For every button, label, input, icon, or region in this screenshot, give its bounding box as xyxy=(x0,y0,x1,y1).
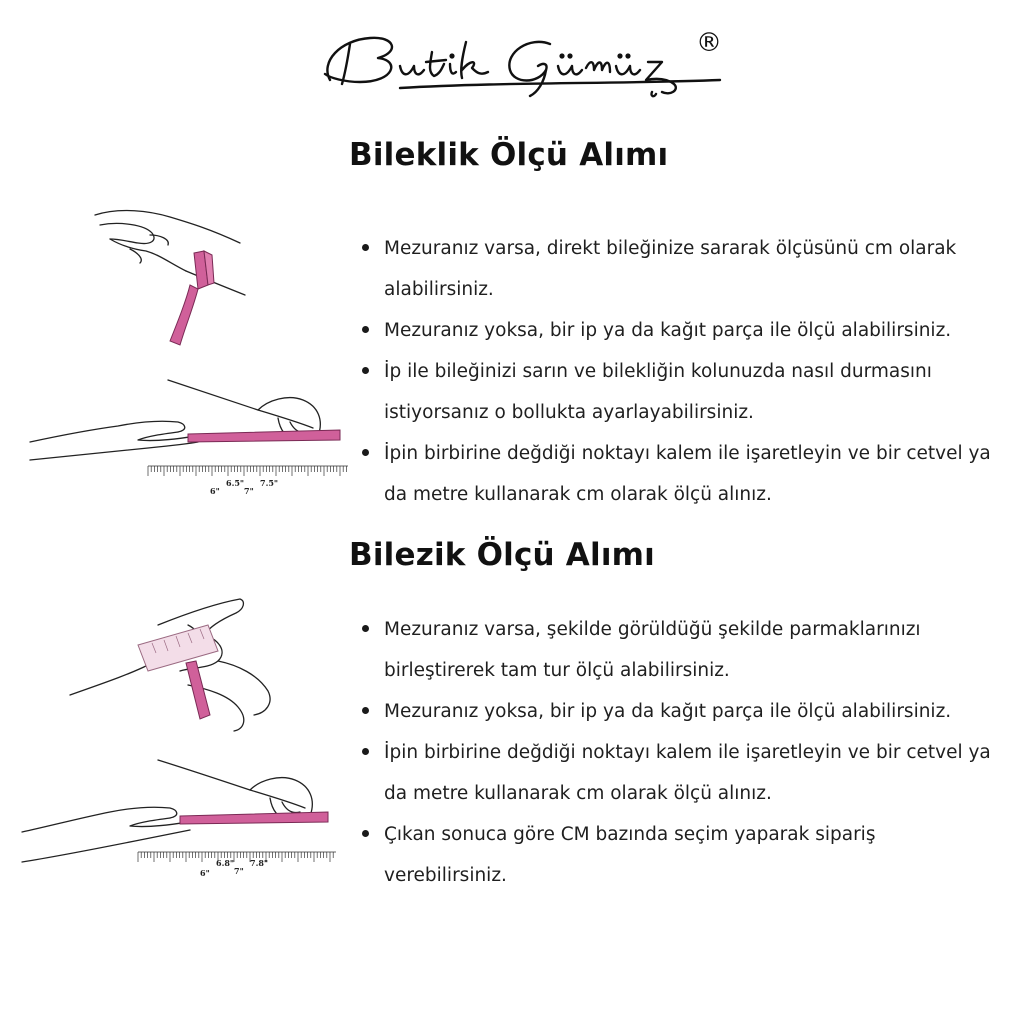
bilezik-instructions xyxy=(362,609,1002,896)
brand-logo xyxy=(300,22,740,102)
ruler-label-7: 7" xyxy=(234,866,244,876)
ruler-label-6: 6" xyxy=(210,486,220,496)
fingers-tape-icon xyxy=(68,595,288,735)
hand-ruler-icon xyxy=(28,370,358,500)
bileklik-instructions xyxy=(362,228,1002,515)
registered-mark: ® xyxy=(696,28,722,58)
list-item: İp ile bileğinizi sarın ve bilekliğin kolunuzda nasıl durmasını istiyorsanız o bollukta ayarlayabilirsiniz. xyxy=(362,351,1002,433)
ruler-label-6: 6" xyxy=(200,868,210,878)
list-item: Çıkan sonuca göre CM bazında seçim yaparak sipariş verebilirsiniz. xyxy=(362,814,1002,896)
section-title-bileklik: Bileklik Ölçü Alımı xyxy=(349,137,669,173)
list-item: Mezuranız varsa, direkt bileğinize sararak ölçüsünü cm olarak alabilirsiniz. xyxy=(362,228,1002,310)
ruler-label-6-5: 6.5" xyxy=(226,478,245,488)
list-item: İpin birbirine değdiği noktayı kalem ile işaretleyin ve bir cetvel ya da metre kullanarak cm olarak ölçü alınız. xyxy=(362,732,1002,814)
ruler-label-7-8: 7.8" xyxy=(250,858,269,868)
list-item: Mezuranız yoksa, bir ip ya da kağıt parça ile ölçü alabilirsiniz. xyxy=(362,310,1002,351)
hand-ruler-icon xyxy=(20,752,350,882)
brand-logo-script xyxy=(300,22,740,102)
wrist-tape-icon xyxy=(90,205,260,350)
ruler-label-7: 7" xyxy=(244,486,254,496)
list-item: İpin birbirine değdiği noktayı kalem ile işaretleyin ve bir cetvel ya da metre kullanarak cm olarak ölçü alınız. xyxy=(362,433,1002,515)
ruler-label-6-8: 6.8" xyxy=(216,858,235,868)
list-item: Mezuranız varsa, şekilde görüldüğü şekilde parmaklarınızı birleştirerek tam tur ölçü alabilirsiniz. xyxy=(362,609,1002,691)
list-item: Mezuranız yoksa, bir ip ya da kağıt parça ile ölçü alabilirsiniz. xyxy=(362,691,1002,732)
ruler-label-7-5: 7.5" xyxy=(260,478,279,488)
section-title-bilezik: Bilezik Ölçü Alımı xyxy=(349,537,655,573)
